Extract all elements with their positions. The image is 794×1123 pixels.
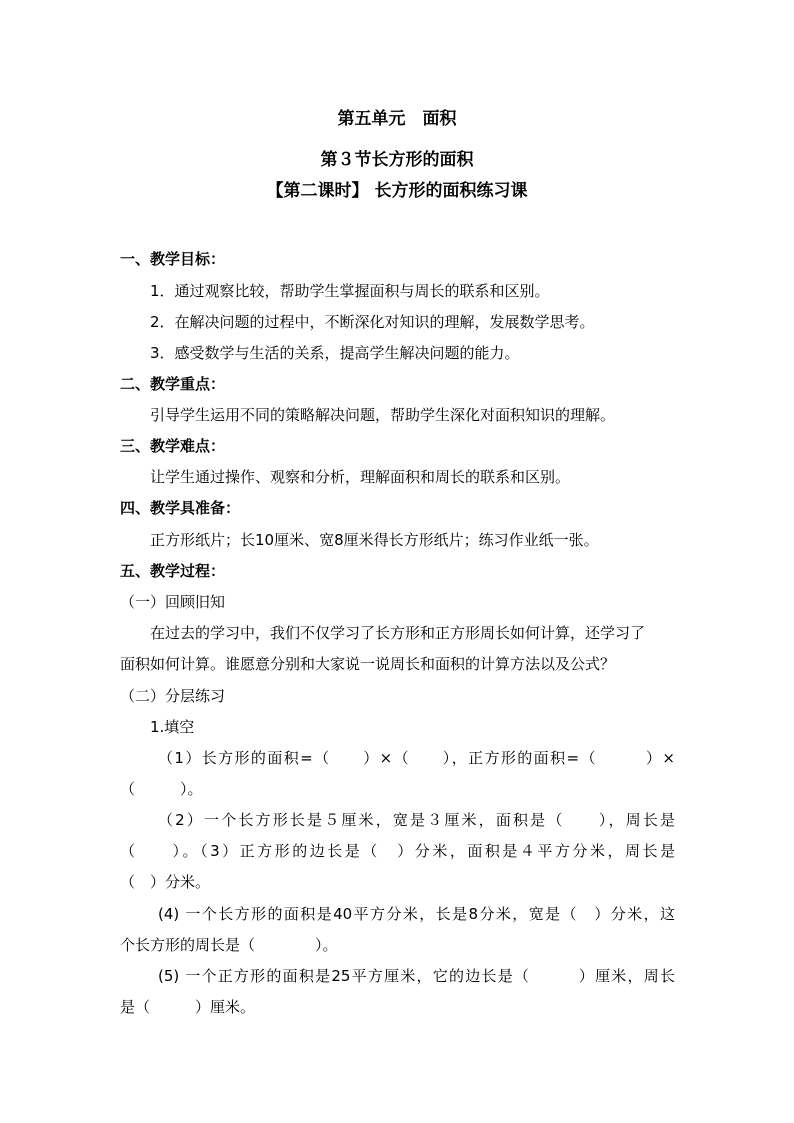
key-points-heading: 二、教学重点： [120, 375, 226, 393]
lesson-title: 【第二课时】 长方形的面积练习课 [266, 181, 528, 201]
question-5-line-1: (5) 一个正方形的面积是25平方厘米，它的边长是（ ）厘米，周长 [158, 967, 675, 985]
process-heading: 五、教学过程： [120, 562, 226, 580]
unit-title: 第五单元 面积 [337, 109, 457, 129]
objective-item-2: 2．在解决问题的过程中，不断深化对知识的理解，发展数学思考。 [150, 313, 595, 331]
question-1-line-2: （ ）。 [120, 780, 203, 798]
practice-subheading: 1.填空 [150, 718, 195, 736]
objective-item-3: 3．感受数学与生活的关系，提高学生解决问题的能力。 [150, 344, 520, 362]
difficulties-text: 让学生通过操作、观察和分析，理解面积和周长的联系和区别。 [150, 468, 571, 486]
materials-text: 正方形纸片；长10厘米、宽8厘米得长方形纸片；练习作业纸一张。 [150, 531, 599, 549]
practice-heading: （二）分层练习 [120, 687, 226, 705]
review-heading: （一）回顾旧知 [120, 593, 226, 611]
objective-item-1: 1．通过观察比较，帮助学生掌握面积与周长的联系和区别。 [150, 282, 550, 300]
review-line-2: 面积如何计算。谁愿意分别和大家说一说周长和面积的计算方法以及公式？ [120, 655, 616, 673]
question-2-line-2: （ ）。（3）正方形的边长是（ ）分米，面积是４平方分米，周长是 [120, 842, 675, 860]
review-line-1: 在过去的学习中，我们不仅学习了长方形和正方形周长如何计算，还学习了 [150, 624, 646, 642]
materials-heading: 四、教学具准备： [120, 499, 241, 517]
question-2-line-1: （2）一个长方形长是５厘米，宽是３厘米，面积是（ ），周长是 [158, 811, 675, 829]
question-4-line-2: 个长方形的周长是（ ）。 [120, 936, 338, 954]
objectives-heading: 一、教学目标： [120, 250, 226, 268]
section-title: 第３节长方形的面积 [320, 150, 474, 170]
question-4-line-1: (4) 一个长方形的面积是40平方分米，长是8分米，宽是（ ）分米，这 [158, 905, 675, 923]
question-5-line-2: 是（ ）厘米。 [120, 998, 256, 1016]
question-1-line-1: （1）长方形的面积=（ ）×（ ），正方形的面积=（ ）× [158, 749, 675, 767]
question-3-line-3: （ ）分米。 [120, 873, 211, 891]
difficulties-heading: 三、教学难点： [120, 437, 226, 455]
key-points-text: 引导学生运用不同的策略解决问题，帮助学生深化对面积知识的理解。 [150, 406, 616, 424]
